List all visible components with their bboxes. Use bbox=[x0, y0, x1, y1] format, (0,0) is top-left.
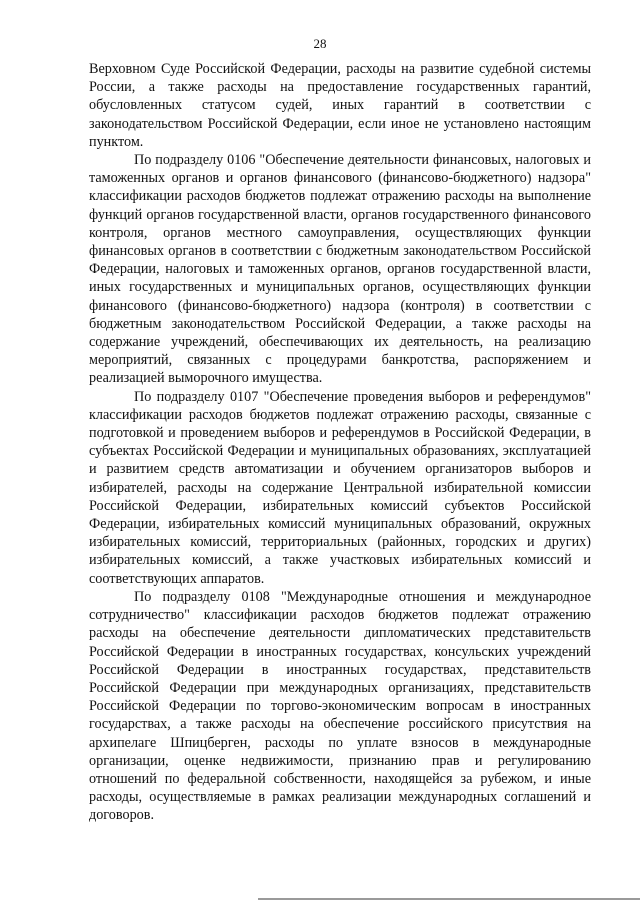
page-number: 28 bbox=[313, 36, 327, 51]
paragraph-1: Верховном Суде Российской Федерации, расходы на развитие судебной системы России, а также расходы на предоставление государственных гарантий, обусловленных статусом судей, иных гарантий в соответствии с законодательством Российской Федерации, если иное не установлено настоящим пунктом. bbox=[89, 61, 591, 150]
bottom-scan-edge bbox=[258, 898, 640, 900]
paragraph-4: По подразделу 0108 "Международные отношения и международное сотрудничество" классификации расходов бюджетов подлежат отражению расходы на обеспечение деятельности дипломатических представительств Российской Федерации в иностранных государствах, консульских учреждений Российской Федерации в иностранных государствах, представительств Российской Федерации при международных организациях, представительств Российской Федерации по торгово-экономическим вопросам в иностранных государствах, а также расходы на обеспечение российского присутствия на архипелаге Шпицберген, расходы по уплате взносов в международные организации, оценке недвижимости, признанию прав и регулированию отношений по федеральной собственности, находящейся за рубежом, и иные расходы, осуществляемые в рамках реализации международных соглашений и договоров. bbox=[89, 588, 591, 824]
paragraph-3: По подразделу 0107 "Обеспечение проведения выборов и референдумов" классификации расходов бюджетов подлежат отражению расходы, связанные с подготовкой и проведением выборов и референдумов в Российской Федерации, в субъектах Российской Федерации и муниципальных образованиях, эксплуатацией и развитием средств автоматизации и обучением организаторов выборов и избирателей, расходы на содержание Центральной избирательной комиссии Российской Федерации, избирательных комиссий субъектов Российской Федерации, избирательных комиссий муниципальных образований, окружных избирательных комиссий, территориальных (районных, городских и других) избирательных комиссий, а также участковых избирательных комиссий и соответствующих аппаратов. bbox=[89, 388, 591, 587]
paragraph-2: По подразделу 0106 "Обеспечение деятельности финансовых, налоговых и таможенных органов и органов финансового (финансово-бюджетного) надзора" классификации расходов бюджетов подлежат отражению расходы на выполнение функций органов государственной власти, органов государственного финансового контроля, органов местного самоуправления, осуществляющих функции финансовых органов в соответствии с бюджетным законодательством Российской Федерации, налоговых и таможенных органов, органов государственной власти, иных государственных и муниципальных органов, осуществляющих функции финансового (финансово-бюджетного) надзора (контроля) в соответствии с бюджетным законодательством Российской Федерации, а также расходы на содержание учреждений, обеспечивающих их деятельность, на реализацию мероприятий, связанных с процедурами банкротства, распоряжением и реализацией выморочного имущества. bbox=[89, 152, 591, 387]
document-body bbox=[89, 60, 591, 825]
